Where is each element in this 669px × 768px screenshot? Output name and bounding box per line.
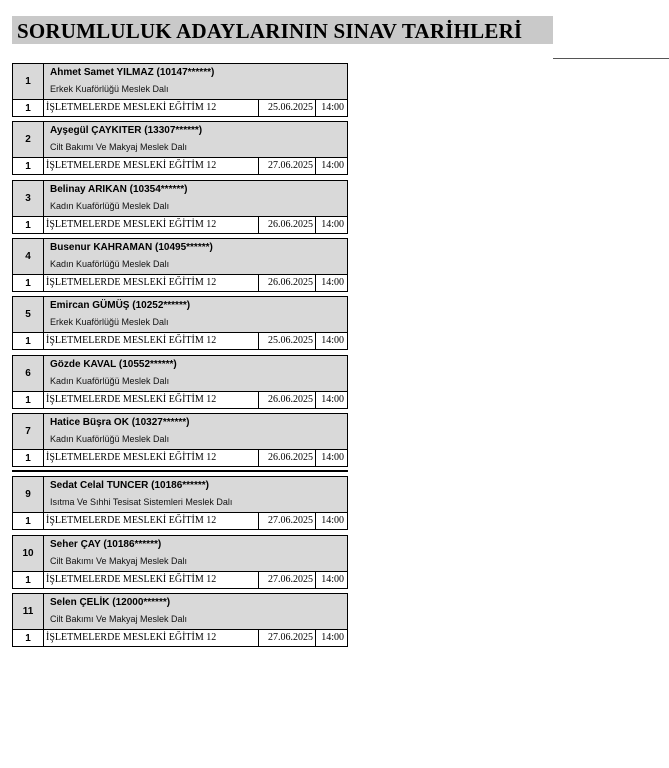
candidate-name: Busenur KAHRAMAN (10495******) [50, 242, 213, 253]
exam-time: 14:00 [321, 277, 344, 288]
exam-index: 1 [13, 158, 44, 174]
exam-row [13, 158, 347, 174]
exam-row [13, 275, 347, 291]
exam-time: 14:00 [321, 394, 344, 405]
candidate-name: Gözde KAVAL (10552******) [50, 359, 177, 370]
candidate-card [12, 180, 348, 234]
exam-time: 14:00 [321, 574, 344, 585]
candidate-name: Belinay ARIKAN (10354******) [50, 184, 188, 195]
candidate-number: 5 [13, 297, 44, 333]
candidate-header [44, 477, 347, 513]
exam-course: İŞLETMELERDE MESLEKİ EĞİTİM 12 [44, 392, 259, 408]
candidate-card [12, 238, 348, 292]
candidate-department: Kadın Kuaförlüğü Meslek Dalı [50, 434, 170, 444]
candidate-number: 11 [13, 594, 44, 630]
exam-row [13, 513, 347, 529]
exam-time: 14:00 [321, 515, 344, 526]
candidate-card [12, 63, 348, 117]
exam-index: 1 [13, 572, 44, 588]
header-rule [553, 58, 669, 59]
exam-index: 1 [13, 217, 44, 233]
page-title: SORUMLULUK ADAYLARININ SINAV TARİHLERİ [17, 19, 523, 43]
exam-date: 27.06.2025 [259, 158, 316, 174]
candidate-header [44, 594, 347, 630]
exam-date: 27.06.2025 [259, 630, 316, 646]
candidate-header [44, 122, 347, 158]
exam-row [13, 392, 347, 408]
exam-row [13, 572, 347, 588]
exam-index: 1 [13, 275, 44, 291]
exam-course: İŞLETMELERDE MESLEKİ EĞİTİM 12 [44, 630, 259, 646]
candidate-card [12, 121, 348, 175]
exam-time: 14:00 [321, 102, 344, 113]
title-bar [12, 16, 553, 44]
exam-course: İŞLETMELERDE MESLEKİ EĞİTİM 12 [44, 217, 259, 233]
exam-index: 1 [13, 450, 44, 466]
exam-date: 26.06.2025 [259, 217, 316, 233]
candidate-department: Cilt Bakımı Ve Makyaj Meslek Dalı [50, 614, 188, 624]
candidate-header [44, 239, 347, 275]
section-divider [12, 470, 348, 472]
exam-row [13, 333, 347, 349]
exam-index: 1 [13, 100, 44, 116]
candidate-name: Hatice Büşra OK (10327******) [50, 417, 190, 428]
candidate-department: Kadın Kuaförlüğü Meslek Dalı [50, 201, 170, 211]
exam-date: 27.06.2025 [259, 572, 316, 588]
exam-course: İŞLETMELERDE MESLEKİ EĞİTİM 12 [44, 100, 259, 116]
candidate-number: 6 [13, 356, 44, 392]
exam-date: 26.06.2025 [259, 450, 316, 466]
candidate-number: 3 [13, 181, 44, 217]
candidate-number: 1 [13, 64, 44, 100]
candidate-header [44, 64, 347, 100]
candidate-header [44, 181, 347, 217]
candidate-header [44, 297, 347, 333]
candidate-name: Emircan GÜMÜŞ (10252******) [50, 300, 191, 311]
candidate-header [44, 536, 347, 572]
candidate-name: Selen ÇELİK (12000******) [50, 597, 171, 608]
exam-index: 1 [13, 392, 44, 408]
candidate-department: Kadın Kuaförlüğü Meslek Dalı [50, 376, 170, 386]
exam-time: 14:00 [321, 219, 344, 230]
exam-row [13, 630, 347, 646]
exam-date: 26.06.2025 [259, 392, 316, 408]
candidate-card [12, 296, 348, 350]
exam-date: 25.06.2025 [259, 100, 316, 116]
candidate-name: Ayşegül ÇAYKITER (13307******) [50, 125, 203, 136]
candidate-number: 4 [13, 239, 44, 275]
candidate-card [12, 355, 348, 409]
exam-course: İŞLETMELERDE MESLEKİ EĞİTİM 12 [44, 333, 259, 349]
exam-course: İŞLETMELERDE MESLEKİ EĞİTİM 12 [44, 275, 259, 291]
candidate-department: Cilt Bakımı Ve Makyaj Meslek Dalı [50, 142, 188, 152]
candidate-department: Kadın Kuaförlüğü Meslek Dalı [50, 259, 170, 269]
exam-date: 25.06.2025 [259, 333, 316, 349]
exam-time: 14:00 [321, 632, 344, 643]
exam-index: 1 [13, 333, 44, 349]
candidate-number: 7 [13, 414, 44, 450]
candidate-name: Sedat Celal TUNCER (10186******) [50, 480, 209, 491]
candidate-name: Seher ÇAY (10186******) [50, 539, 162, 550]
exam-index: 1 [13, 630, 44, 646]
candidate-header [44, 414, 347, 450]
exam-course: İŞLETMELERDE MESLEKİ EĞİTİM 12 [44, 158, 259, 174]
candidate-number: 10 [13, 536, 44, 572]
candidate-header [44, 356, 347, 392]
candidate-department: Erkek Kuaförlüğü Meslek Dalı [50, 317, 169, 327]
exam-time: 14:00 [321, 335, 344, 346]
exam-time: 14:00 [321, 160, 344, 171]
candidate-card [12, 413, 348, 467]
exam-time: 14:00 [321, 452, 344, 463]
candidate-name: Ahmet Samet YILMAZ (10147******) [50, 67, 215, 78]
candidate-department: Cilt Bakımı Ve Makyaj Meslek Dalı [50, 556, 188, 566]
exam-course: İŞLETMELERDE MESLEKİ EĞİTİM 12 [44, 513, 259, 529]
exam-row [13, 217, 347, 233]
candidate-card [12, 535, 348, 589]
candidate-department: Isıtma Ve Sıhhi Tesisat Sistemleri Meslek Dalı [50, 497, 233, 507]
exam-date: 26.06.2025 [259, 275, 316, 291]
exam-course: İŞLETMELERDE MESLEKİ EĞİTİM 12 [44, 450, 259, 466]
exam-date: 27.06.2025 [259, 513, 316, 529]
candidate-number: 9 [13, 477, 44, 513]
exam-index: 1 [13, 513, 44, 529]
candidate-number: 2 [13, 122, 44, 158]
exam-row [13, 450, 347, 466]
candidate-department: Erkek Kuaförlüğü Meslek Dalı [50, 84, 169, 94]
candidate-card [12, 593, 348, 647]
exam-row [13, 100, 347, 116]
candidate-card [12, 476, 348, 530]
exam-course: İŞLETMELERDE MESLEKİ EĞİTİM 12 [44, 572, 259, 588]
